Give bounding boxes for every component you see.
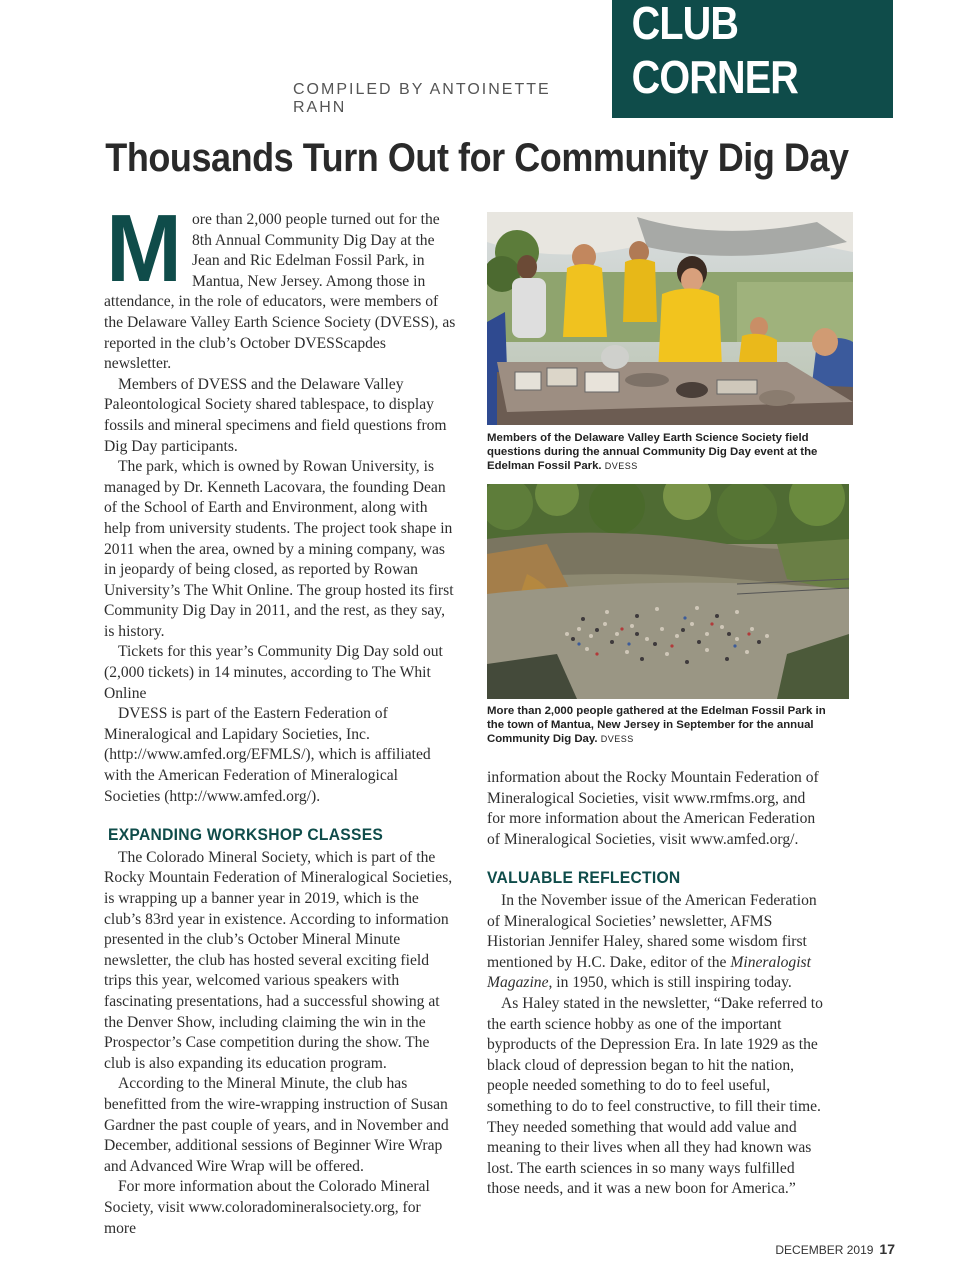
photo-caption-1: Members of the Delaware Valley Earth Science Society field questions during the annual Community Dig Day event at the Edelman Fossil Park. DVESS (487, 432, 818, 472)
article-paragraph: Tickets for this year’s Community Dig Day sold out (2,000 tickets) in 14 minutes, according to The Whit Online (104, 643, 443, 702)
section-title: CLUB CORNER (631, 0, 798, 103)
article-title: Thousands Turn Out for Community Dig Day (104, 136, 849, 180)
article-paragraph: DVESS is part of the Eastern Federation of Mineralogical and Lapidary Societies, Inc. (http://www.amfed.org/EFMLS/), which is affiliated with the American Federation of Mineralogical Societies (http://www.amfed.org/). (104, 705, 431, 805)
drop-cap: M (105, 195, 182, 302)
photo-quarry-illustration (487, 484, 849, 699)
workshop-heading: EXPANDING WORKSHOP CLASSES (108, 825, 384, 845)
photo-credit: DVESS (604, 461, 638, 471)
section-banner (612, 0, 893, 118)
workshop-paragraph: For more information about the Colorado Mineral Society, visit www.coloradomineralsociety.org, for more (104, 1178, 430, 1237)
article-paragraph: Members of DVESS and the Delaware Valley Paleontological Society shared tablespace, to display fossils and mineral specimens and field questions from Dig Day participants. (104, 375, 447, 455)
photo-tablespace (487, 212, 853, 425)
page-footer (775, 1241, 895, 1257)
reflection-paragraph: In the November issue of the American Federation of Mineralogical Societies’ newsletter, AFMS Historian Jennifer Haley, shared some wisdom first mentioned by H.C. Dake, editor of the Mineralogist Magazine, in 1950, which is still inspiring today. (487, 891, 817, 992)
reflection-paragraph: As Haley stated in the newsletter, “Dake referred to the earth science hobby as one of the important byproducts of the Depression Era. In late 1929 as the black cloud of depression began to hit the nation, people needed something to do to feel useful, something to do to feel constructive, to fill their time. They needed something that would add value and meaning to their lives when all they had known was lost. The earth sciences in so many ways fulfilled those needs, and it was a new boon for America.” (487, 994, 823, 1198)
right-column (487, 768, 827, 1200)
reflection-heading: VALUABLE REFLECTION (487, 868, 681, 888)
photo-credit: DVESS (600, 734, 634, 744)
workshop-paragraph-continued: information about the Rocky Mountain Federation of Mineralogical Societies, visit www.rmfms.org, and for more information about the American Federation of Mineralogical Societies, visit www.amfed.org/. (487, 769, 819, 848)
page-number: 17 (879, 1241, 895, 1257)
left-column (104, 195, 456, 1239)
workshop-paragraph: The Colorado Mineral Society, which is part of the Rocky Mountain Federation of Mineralogical Societies, is wrapping up a banner year in 2019, which is the club’s 83rd year in existence. According to information presented in the club’s October Mineral Minute newsletter, the club has hosted several exciting field trips this year, welcomed various speakers with fascinating presentations, had a successful showing at the Denver Show, including claiming the win in the Prospector’s Case competition during the show. The club is also expanding its education program. (104, 848, 453, 1072)
byline: COMPILED BY ANTOINETTE RAHN (293, 81, 551, 116)
issue-date: DECEMBER 2019 (775, 1243, 874, 1257)
photo-quarry-crowd (487, 484, 849, 699)
intro-paragraph: More than 2,000 people turned out for the 8th Annual Community Dig Day at the Jean and Ric Edelman Fossil Park, in Mantua, New Jersey. Among those in attendance, in the role of educators, were members of the Delaware Valley Earth Science Society (DVESS), as reported in the club’s October DVESScapdes newsletter. (104, 195, 456, 373)
photo-caption-2: More than 2,000 people gathered at the Edelman Fossil Park in the town of Mantua, New Jersey in September for the annual Community Dig Day. DVESS (487, 705, 826, 745)
photo-tablespace-illustration (487, 212, 853, 425)
article-paragraph: The park, which is owned by Rowan University, is managed by Dr. Kenneth Lacovara, the founding Dean of the School of Earth and Environment, along with help from university students. The project took shape in 2011 when the area, owned by a mining company, was in jeopardy of being closed, as reported by Rowan University’s The Whit Online. The group hosted its first Community Dig Day in 2011, and the rest, as they say, is history. (104, 458, 454, 640)
workshop-paragraph: According to the Mineral Minute, the club has benefitted from the wire-wrapping instruction of Susan Gardner the past couple of years, and in November and December, additional sessions of Beginner Wire Wrap and Advanced Wire Wrap will be offered. (104, 1075, 449, 1175)
